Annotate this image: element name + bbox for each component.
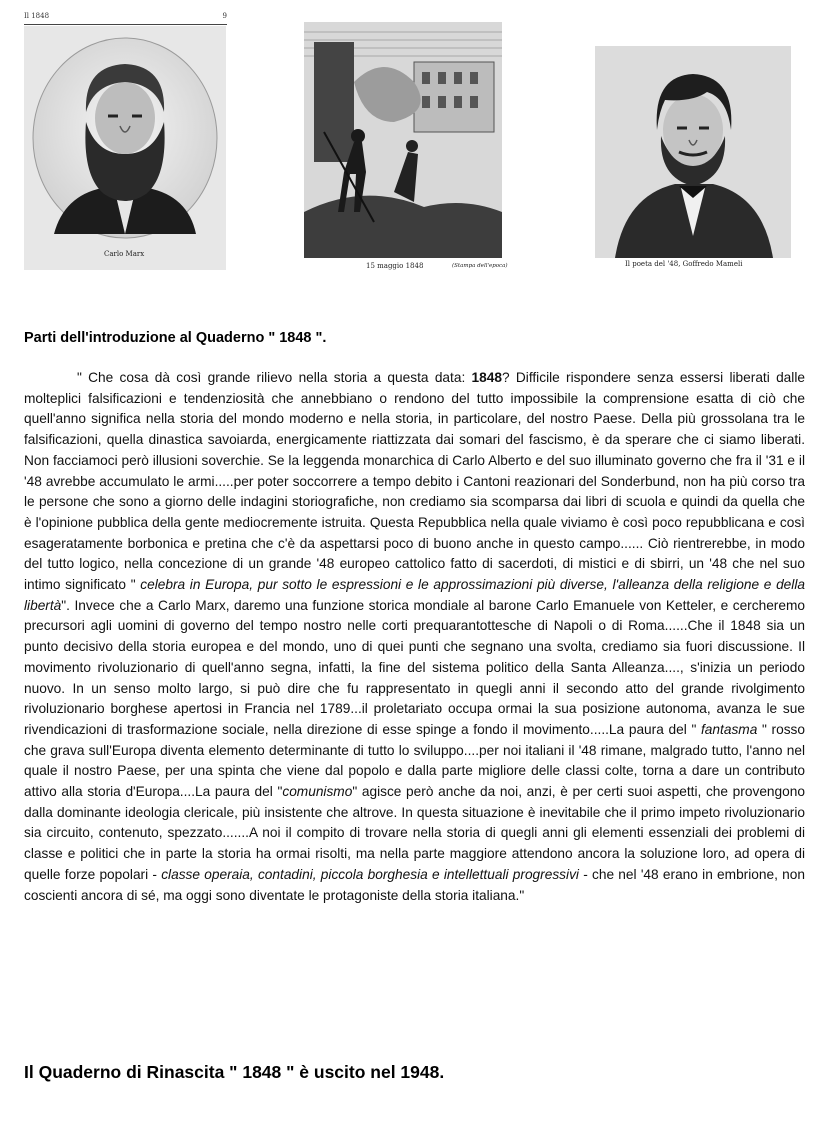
text-run: " Che cosa dà così grande rilievo nella storia a questa data: (77, 370, 472, 385)
running-header (24, 12, 227, 25)
portrait-mameli-image (595, 46, 791, 274)
caption-marx: Carlo Marx (104, 250, 145, 258)
text-run: ". Invece che a Carlo Marx, daremo una funzione storica mondiale al barone Carlo Emanuele von Ketteler, e cercheremo precursori agli uomini di governo del tempo nostro nelle corti prequarantottesche di Napoli o di Roma......Che il 1848 sia un punto decisivo della storia europea e del mondo, uno di quei punti che segnano una svolta, crediamo sia fuori discussione. Il movimento rivoluzionario di quell'anno segna, infatti, la fine del sistema politico della Santa Alleanza...., s'inizia un periodo nuovo. In un senso molto largo, si può dire che fu rappresentato in quegli anni il secondo atto del grande rivolgimento rivoluzionario borghese apertosi in Francia nel 1789...il proletariato occupa ormai la sua posizione autonoma, avanza le sue rivendicazioni di trasformazione sociale, nella direzione di esse spinge a fondo il movimento.....La paura del " (24, 597, 805, 737)
text-run: - che nel '48 erano in embrione, non coscienti ancora di sé, ma oggi sono diventate le protagoniste della storia italiana." (24, 866, 805, 903)
body-text (24, 368, 805, 906)
caption-15-maggio: 15 maggio 1848 (366, 262, 424, 270)
running-title: Il 1848 (24, 12, 50, 20)
caption-mameli: Il poeta del '48, Goffredo Mameli (625, 260, 743, 268)
quote-paragraph (24, 368, 805, 906)
portrait-marx-image (24, 26, 226, 270)
footer-heading: Il Quaderno di Rinascita " 1848 " è uscito nel 1948. (24, 1062, 445, 1082)
text-run: ? Difficile rispondere senza essersi liberati dalle molteplici falsificazioni e tendenziosità che annebbiano o rendono del tutto impossibile la comprensione esatta di ciò che quell'anno significa nella storia del mondo moderno e nella storia, in particolare, del nostro Paese. Della più grossolana tra le falsificazioni, quella dinastica savoiarda, energicamente riattizzata dai somari del fascismo, è da sperare che ci siamo liberati. Non facciamoci però illusioni soverchie. Se la leggenda monarchica di Carlo Alberto e del suo illuminato governo che fra il '31 e il '48 avrebbe accumulato le armi.....per poter soccorrere a tempo debito i Cantoni reazionari del Sonderbund, non ha più corso tra le persone che sono a giorno delle indagini storiografiche, non crediamo sia scomparsa dai libri di scuola e quindi da quella che è l'opinione pubblica della gente mediocremente istruita. Questa Repubblica nella quale viviamo è così poco repubblicana e così esageratamente borbonica e pretina che c'è da aspettarsi poco di buono anche in questo campo...... Ciò rientrerebbe, in modo del tutto logico, nella concezione di un grande '48 europeo cattolico fatto di sacerdoti, di mistici e di sbirri, un '48 che nel suo intimo significato " (24, 370, 805, 593)
caption-credit: (Stampa dell'epoca) (452, 263, 508, 269)
text-run: " agisce però anche da noi, anzi, è per certi suoi aspetti, che provengono dalla dominante ideologia clericale, più insistente che altrove. In questa situazione è inevitabile che il primo impeto rivoluzionario sia circuito, contenuto, spezzato.......A noi il compito di trovare nella storia di quegli anni gli elementi essenziali dei problemi di classe e politici che in parte la storia ha ormai risolti, ma nella parte maggiore attendono ancora la soluzione loro, ad opera di quelle forze popolari - (24, 784, 805, 882)
text-run: " rosso che grava sull'Europa diventa elemento determinante di tutto lo sviluppo....per noi italiani il '48 rimane, malgrado tutto, l'anno nel quale il nostro Paese, per una spinta che viene dal popolo e dalla parte migliore delle classi colte, torna a dare un contributo attivo alla storia d'Europa....La paura del " (24, 721, 805, 800)
section-heading: Parti dell'introduzione al Quaderno " 1848 ". (24, 330, 327, 346)
engraving-image (304, 22, 508, 274)
italic-quote: celebra in Europa, pur sotto le espressioni e le approssimazioni più diverse, l'alleanza della religione e della libertà (24, 577, 805, 613)
italic-term: comunismo (282, 784, 353, 800)
bold-date: 1848 (471, 370, 502, 385)
italic-term: classe operaia, contadini, piccola borghesia e intellettuali progressivi (161, 866, 579, 882)
page-number: 9 (222, 12, 227, 20)
italic-term: fantasma (701, 721, 758, 737)
